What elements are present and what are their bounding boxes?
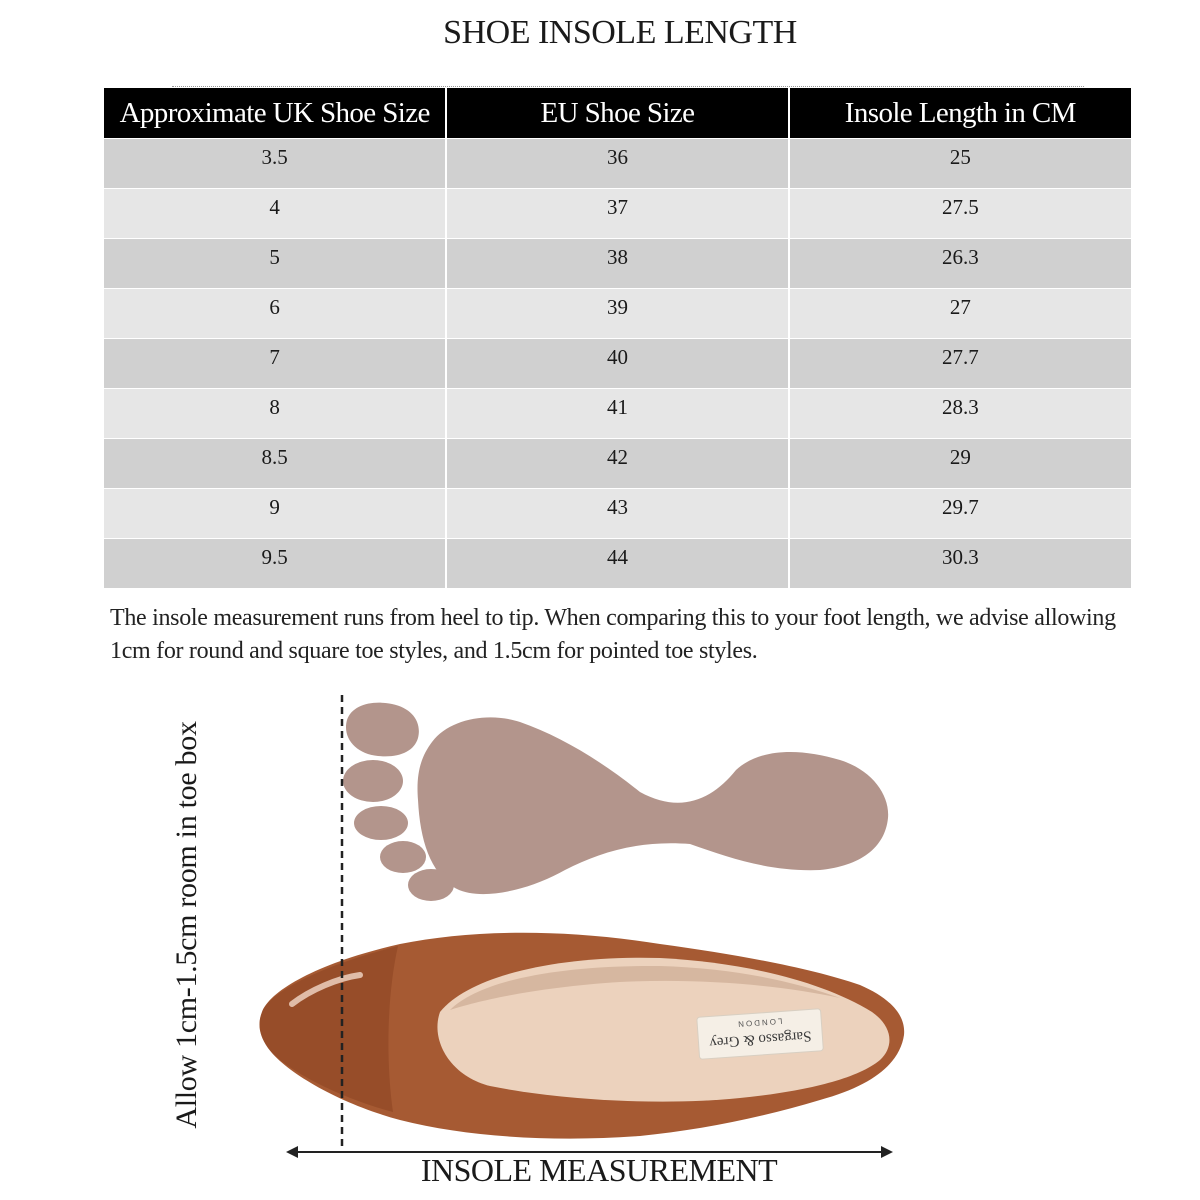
foot-sole: [418, 717, 889, 894]
table-body: [104, 139, 1131, 589]
table-row: [104, 539, 1131, 589]
cell-insole-length: 26.3: [789, 239, 1131, 289]
table-row: [104, 239, 1131, 289]
cell-eu-size: 43: [446, 489, 788, 539]
table-row: [104, 289, 1131, 339]
table-row: [104, 389, 1131, 439]
cell-eu-size: 36: [446, 139, 788, 189]
cell-uk-size: 7: [104, 339, 446, 389]
header-uk-size: Approximate UK Shoe Size: [104, 88, 446, 139]
toe-second: [343, 760, 403, 802]
cell-uk-size: 4: [104, 189, 446, 239]
table-row: [104, 339, 1131, 389]
cell-uk-size: 9.5: [104, 539, 446, 589]
cell-eu-size: 41: [446, 389, 788, 439]
measurement-label-wrap: [0, 1152, 1200, 1189]
cell-eu-size: 37: [446, 189, 788, 239]
shoe-image: [260, 933, 905, 1139]
cell-insole-length: 29: [789, 439, 1131, 489]
cell-insole-length: 25: [789, 139, 1131, 189]
shoe-toe-cap: [260, 946, 398, 1112]
cell-uk-size: 6: [104, 289, 446, 339]
header-insole-length: Insole Length in CM: [789, 88, 1131, 139]
cell-insole-length: 28.3: [789, 389, 1131, 439]
divider: [172, 86, 1084, 87]
cell-uk-size: 5: [104, 239, 446, 289]
foot-icon: [343, 703, 888, 901]
cell-insole-length: 30.3: [789, 539, 1131, 589]
cell-insole-length: 27.7: [789, 339, 1131, 389]
cell-uk-size: 9: [104, 489, 446, 539]
cell-insole-length: 27.5: [789, 189, 1131, 239]
cell-insole-length: 29.7: [789, 489, 1131, 539]
table-row: [104, 489, 1131, 539]
toe-big: [346, 703, 419, 757]
insole-note: The insole measurement runs from heel to tip. When comparing this to your foot length, we advise allowing 1cm for round and square toe styles, and 1.5cm for pointed toe styles.: [110, 605, 1116, 664]
cell-eu-size: 44: [446, 539, 788, 589]
cell-eu-size: 40: [446, 339, 788, 389]
page-title: SHOE INSOLE LENGTH: [443, 14, 797, 51]
header-eu-size: EU Shoe Size: [446, 88, 788, 139]
cell-eu-size: 38: [446, 239, 788, 289]
table-row: [104, 439, 1131, 489]
cell-uk-size: 8: [104, 389, 446, 439]
measurement-label: INSOLE MEASUREMENT: [420, 1152, 778, 1188]
cell-eu-size: 42: [446, 439, 788, 489]
brand-tag: [697, 1009, 824, 1060]
cell-uk-size: 8.5: [104, 439, 446, 489]
size-table: [104, 88, 1131, 589]
cell-uk-size: 3.5: [104, 139, 446, 189]
brand-tag-name: Sargasso & Grey: [708, 1027, 812, 1051]
cell-insole-length: 27: [789, 289, 1131, 339]
table-row: [104, 139, 1131, 189]
cell-eu-size: 39: [446, 289, 788, 339]
table-row: [104, 189, 1131, 239]
brand-tag-sub: LONDON: [735, 1016, 783, 1029]
toe-room-label: Allow 1cm-1.5cm room in toe box: [170, 721, 203, 1129]
toe-fourth: [380, 841, 426, 873]
toe-third: [354, 806, 408, 840]
table-header-row: [104, 88, 1131, 139]
toe-little: [408, 869, 454, 901]
